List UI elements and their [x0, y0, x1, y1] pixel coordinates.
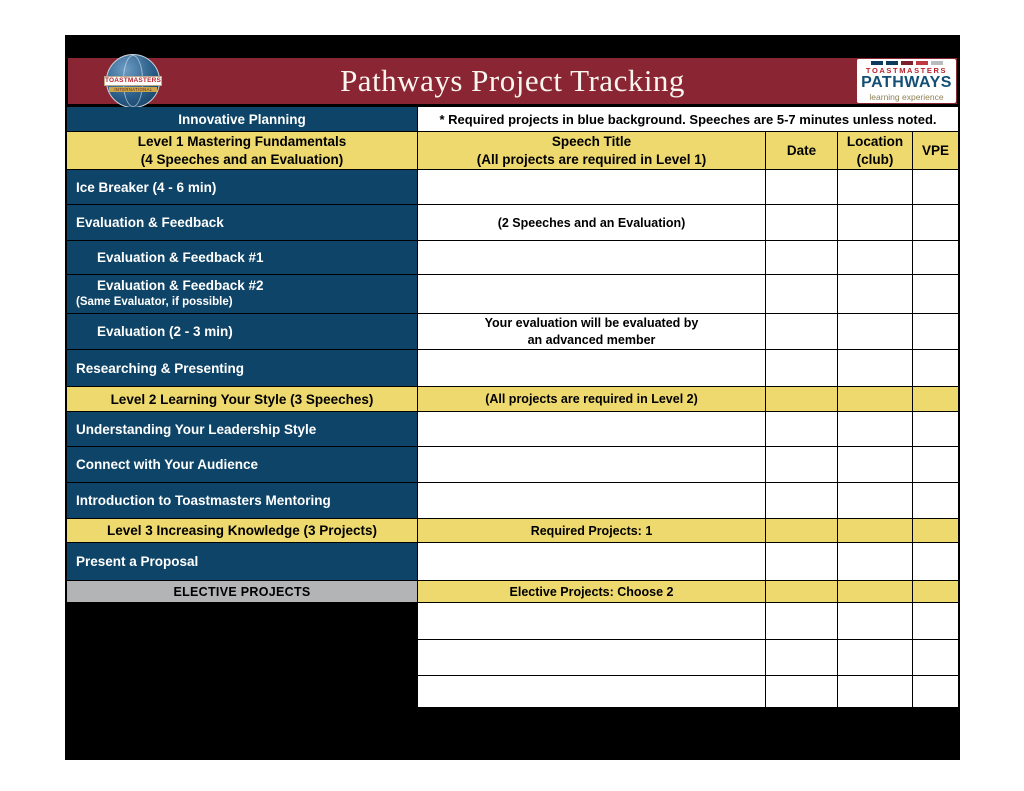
globe-banner-label: TOASTMASTERS	[104, 77, 162, 85]
pathways-dash	[871, 61, 883, 65]
date-cell[interactable]	[766, 603, 837, 639]
pathways-dashes	[871, 61, 943, 65]
project-name-label: Evaluation & Feedback	[76, 215, 224, 230]
globe-banner-2-label: INTERNATIONAL	[113, 87, 153, 93]
vpe-cell[interactable]	[913, 314, 958, 349]
level1-header-line1: Level 1 Mastering Fundamentals	[137, 133, 347, 149]
speech-title-cell[interactable]	[418, 640, 765, 675]
project-name-cell	[67, 170, 417, 204]
date-cell[interactable]	[766, 241, 837, 274]
title-banner	[68, 58, 957, 104]
table-row	[67, 483, 958, 518]
project-name-cell	[67, 350, 417, 386]
location-cell[interactable]	[838, 676, 912, 707]
date-cell[interactable]	[766, 640, 837, 675]
pathways-dash	[886, 61, 898, 65]
elective-name-cell	[67, 581, 417, 602]
location-cell[interactable]	[838, 350, 912, 386]
location-cell[interactable]	[838, 275, 912, 313]
speech-title-header-cell	[418, 132, 765, 169]
project-name-label: Researching & Presenting	[76, 360, 245, 376]
vpe-header-cell	[913, 132, 958, 169]
date-header-label: Date	[786, 143, 817, 158]
table-row-blank	[67, 640, 958, 675]
pathways-dash	[916, 61, 928, 65]
page-title: Pathways Project Tracking	[340, 63, 685, 98]
project-name-label: Present a Proposal	[76, 554, 199, 569]
table-row	[67, 314, 958, 349]
speech-title-cell[interactable]	[418, 543, 765, 580]
table-row-blank	[67, 676, 958, 707]
empty-name-area	[67, 676, 417, 707]
date-cell[interactable]	[766, 275, 837, 313]
project-name-cell	[67, 241, 417, 274]
date-cell[interactable]	[766, 170, 837, 204]
level3-label: Level 3 Increasing Knowledge (3 Projects)	[106, 523, 378, 538]
date-cell[interactable]	[766, 676, 837, 707]
vpe-cell	[913, 519, 958, 542]
location-cell[interactable]	[838, 447, 912, 482]
location-cell	[838, 387, 912, 411]
table-row-path	[67, 107, 958, 131]
level2-name-cell	[67, 387, 417, 411]
speech-title-cell	[418, 314, 765, 349]
pathways-brand-top: TOASTMASTERS	[865, 65, 948, 75]
vpe-cell	[913, 581, 958, 602]
level3-note-cell	[418, 519, 765, 542]
table-row	[67, 275, 958, 313]
table-row-level3	[67, 519, 958, 542]
location-cell[interactable]	[838, 205, 912, 240]
vpe-cell[interactable]	[913, 676, 958, 707]
project-name-cell	[67, 483, 417, 518]
vpe-cell[interactable]	[913, 350, 958, 386]
speech-title-header-line2: (All projects are required in Level 1)	[476, 151, 707, 167]
table-row-blank	[67, 603, 958, 639]
speech-note-label: (2 Speeches and an Evaluation)	[497, 215, 686, 230]
location-cell[interactable]	[838, 170, 912, 204]
sheet-frame	[65, 35, 960, 760]
project-name-label: Introduction to Toastmasters Mentoring	[76, 493, 331, 508]
project-name-label: Ice Breaker (4 - 6 min)	[76, 179, 217, 195]
date-cell[interactable]	[766, 314, 837, 349]
date-cell[interactable]	[766, 412, 837, 446]
location-cell[interactable]	[838, 241, 912, 274]
project-name-label: Evaluation (2 - 3 min)	[97, 324, 233, 339]
speech-note-line2: an advanced member	[527, 332, 656, 347]
pathways-logo	[857, 59, 956, 103]
vpe-header-label: VPE	[921, 143, 949, 158]
location-cell[interactable]	[838, 603, 912, 639]
elective-note-cell	[418, 581, 765, 602]
level1-header-line2: (4 Speeches and an Evaluation)	[140, 151, 344, 167]
location-header-line2: (club)	[856, 151, 894, 167]
table-row	[67, 241, 958, 274]
speech-title-cell[interactable]	[418, 483, 765, 518]
speech-title-header-line1: Speech Title	[551, 133, 632, 149]
vpe-cell[interactable]	[913, 412, 958, 446]
vpe-cell[interactable]	[913, 170, 958, 204]
table-row-elective	[67, 581, 958, 602]
vpe-cell[interactable]	[913, 603, 958, 639]
speech-title-cell	[418, 205, 765, 240]
speech-title-cell[interactable]	[418, 603, 765, 639]
table-row	[67, 350, 958, 386]
table-row-level2	[67, 387, 958, 411]
vpe-cell[interactable]	[913, 205, 958, 240]
vpe-cell[interactable]	[913, 543, 958, 580]
speech-title-cell[interactable]	[418, 170, 765, 204]
project-name-label: Evaluation & Feedback #2	[97, 278, 264, 294]
vpe-cell[interactable]	[913, 447, 958, 482]
project-name-label: Connect with Your Audience	[76, 457, 259, 472]
project-name-cell	[67, 205, 417, 240]
empty-name-area	[67, 603, 417, 639]
vpe-cell[interactable]	[913, 640, 958, 675]
path-name-label: Innovative Planning	[178, 111, 306, 127]
elective-note-label: Elective Projects: Choose 2	[509, 584, 674, 599]
level3-note-label: Required Projects: 1	[530, 523, 653, 538]
table-row	[67, 543, 958, 580]
date-cell	[766, 519, 837, 542]
location-cell	[838, 581, 912, 602]
location-header-cell	[838, 132, 912, 169]
project-name-label: Evaluation & Feedback #1	[97, 250, 264, 265]
level2-note-cell	[418, 387, 765, 411]
date-header-cell	[766, 132, 837, 169]
table-row	[67, 205, 958, 240]
table-header-row	[67, 132, 958, 169]
vpe-cell[interactable]	[913, 483, 958, 518]
location-header-line1: Location	[846, 133, 904, 149]
pathways-dash	[931, 61, 943, 65]
empty-name-area	[67, 640, 417, 675]
path-name-cell	[67, 107, 417, 131]
required-note-cell	[418, 107, 958, 131]
table-row	[67, 412, 958, 446]
location-cell[interactable]	[838, 412, 912, 446]
location-cell[interactable]	[838, 483, 912, 518]
speech-title-cell[interactable]	[418, 447, 765, 482]
speech-title-cell[interactable]	[418, 241, 765, 274]
date-cell	[766, 581, 837, 602]
table-row	[67, 447, 958, 482]
date-cell[interactable]	[766, 543, 837, 580]
table-row	[67, 170, 958, 204]
date-cell[interactable]	[766, 350, 837, 386]
project-name-cell	[67, 275, 417, 313]
pathways-brand-main: PATHWAYS	[861, 74, 952, 92]
project-name-subline: (Same Evaluator, if possible)	[76, 296, 233, 309]
date-cell[interactable]	[766, 205, 837, 240]
location-cell[interactable]	[838, 314, 912, 349]
location-cell	[838, 519, 912, 542]
speech-note-line1: Your evaluation will be evaluated by	[484, 316, 699, 331]
date-cell[interactable]	[766, 483, 837, 518]
vpe-cell	[913, 387, 958, 411]
speech-title-cell[interactable]	[418, 676, 765, 707]
location-cell[interactable]	[838, 543, 912, 580]
date-cell[interactable]	[766, 447, 837, 482]
level3-name-cell	[67, 519, 417, 542]
level2-label: Level 2 Learning Your Style (3 Speeches)	[110, 391, 374, 407]
speech-title-cell[interactable]	[418, 350, 765, 386]
level1-header-cell	[67, 132, 417, 169]
pathways-dash	[901, 61, 913, 65]
location-cell[interactable]	[838, 640, 912, 675]
speech-title-cell[interactable]	[418, 412, 765, 446]
pathways-tagline: learning experience	[869, 91, 944, 102]
project-name-label: Understanding Your Leadership Style	[76, 421, 317, 437]
project-name-cell	[67, 314, 417, 349]
required-note-label: * Required projects in blue background. Speeches are 5-7 minutes unless noted.	[439, 111, 937, 127]
level2-note-label: (All projects are required in Level 2)	[485, 392, 698, 406]
project-name-cell	[67, 412, 417, 446]
date-cell	[766, 387, 837, 411]
project-name-cell	[67, 447, 417, 482]
speech-title-cell[interactable]	[418, 275, 765, 313]
tracking-table	[67, 107, 958, 708]
vpe-cell[interactable]	[913, 275, 958, 313]
elective-label: ELECTIVE PROJECTS	[173, 584, 311, 599]
project-name-cell	[67, 543, 417, 580]
vpe-cell[interactable]	[913, 241, 958, 274]
